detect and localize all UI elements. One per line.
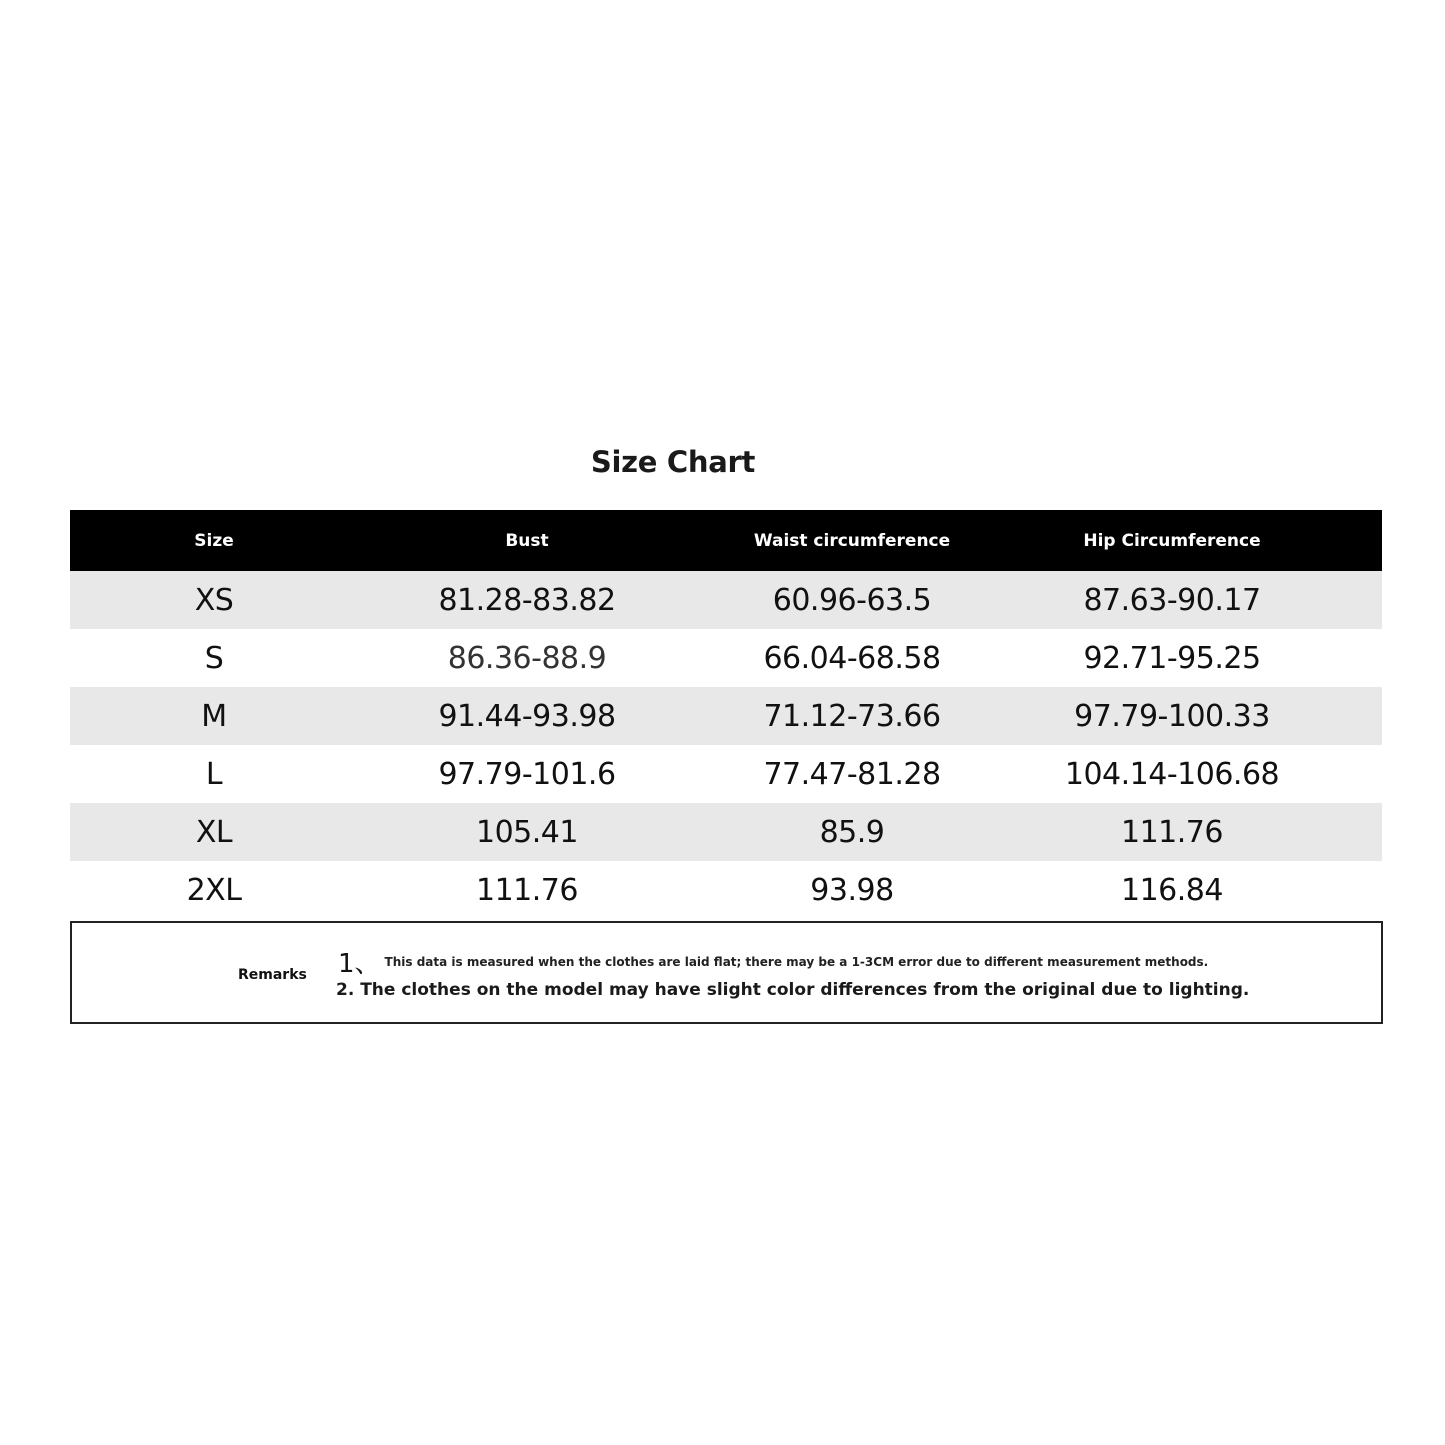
remark-note-2: 2. The clothes on the model may have slight color differences from the original due to lighting. [336,980,1250,1000]
header-bust: Bust [505,530,549,551]
hip-cell: 92.71-95.25 [1083,640,1261,676]
waist-cell: 71.12-73.66 [763,698,941,734]
size-chart-table [70,510,1382,919]
header-size: Size [194,530,234,551]
size-cell: XL [195,814,233,850]
waist-cell: 66.04-68.58 [763,640,941,676]
hip-cell: 97.79-100.33 [1074,698,1270,734]
hip-cell: 111.76 [1121,814,1223,850]
bust-cell: 91.44-93.98 [438,698,616,734]
hip-cell: 116.84 [1121,872,1223,908]
remark-note-1 [338,943,1208,980]
waist-cell: 93.98 [810,872,894,908]
size-cell: M [201,698,227,734]
waist-cell: 60.96-63.5 [772,582,932,618]
header-waist: Waist circumference [753,530,951,551]
waist-cell: 85.9 [819,814,885,850]
remarks-box [70,921,1383,1024]
remark-note-1-text: This data is measured when the clothes are laid flat; there may be a 1-3CM error due to different measurement methods. [384,954,1209,969]
waist-cell: 77.47-81.28 [763,756,941,792]
remarks-label: Remarks [238,967,307,983]
bust-cell: 81.28-83.82 [438,582,616,618]
header-hip: Hip Circumference [1083,530,1261,551]
size-cell: S [204,640,224,676]
table-row [70,745,1382,803]
table-row [70,803,1382,861]
table-row [70,629,1382,687]
size-cell: XS [194,582,234,618]
table-row [70,861,1382,919]
bust-cell: 105.41 [476,814,578,850]
table-header-row [70,510,1382,571]
table-row [70,571,1382,629]
hip-cell: 104.14-106.68 [1064,756,1280,792]
table-row [70,687,1382,745]
size-cell: 2XL [186,872,242,908]
bust-cell: 111.76 [476,872,578,908]
hip-cell: 87.63-90.17 [1083,582,1261,618]
bust-cell: 86.36-88.9 [447,640,607,676]
page-title: Size Chart [590,445,756,479]
size-cell: L [205,756,223,792]
bust-cell: 97.79-101.6 [438,756,616,792]
remark-note-1-number: 1、 [338,949,381,979]
